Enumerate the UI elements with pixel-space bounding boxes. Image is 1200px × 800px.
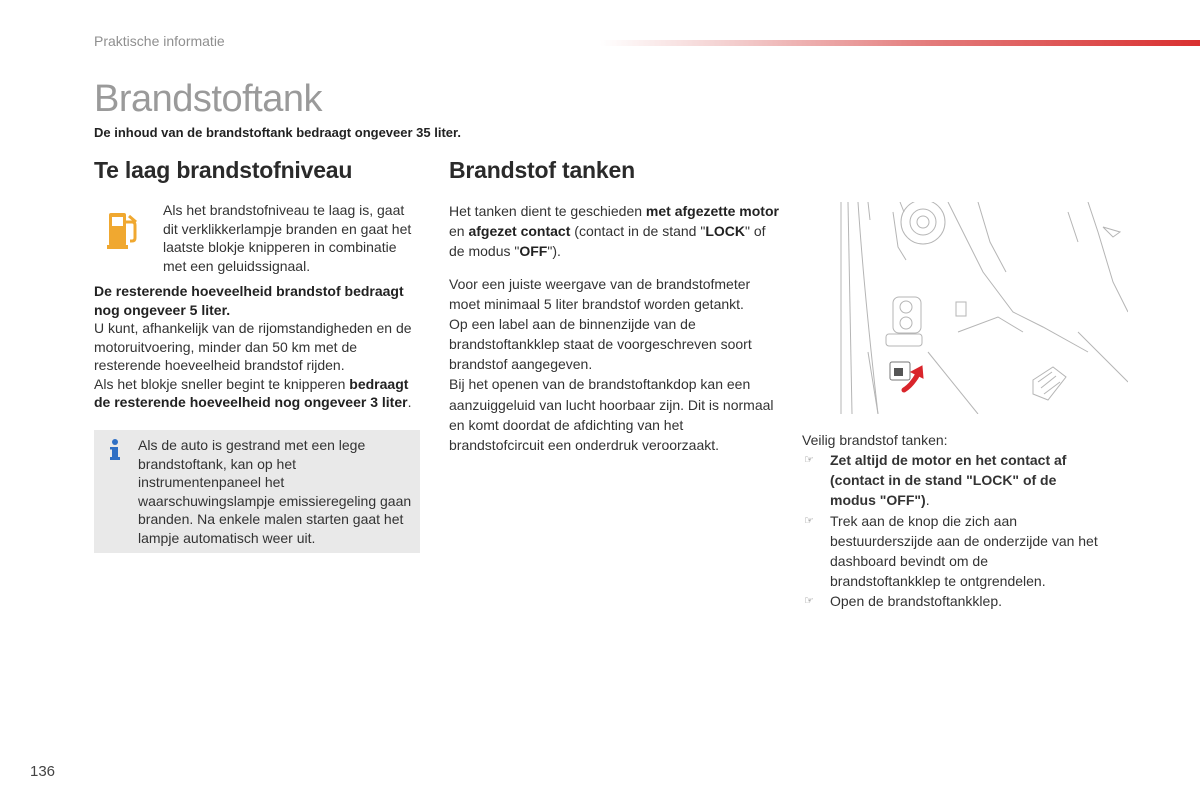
blink-faster-text: Als het blokje sneller begint te knipperen: [94, 375, 346, 392]
refuel-p1-b: met afgezette motor: [645, 203, 779, 219]
page-title: Brandstoftank: [94, 78, 322, 120]
refuel-p1-c: en: [449, 223, 469, 239]
pointing-hand-icon: ☞: [804, 454, 814, 466]
refuel-p1-i: ").: [547, 243, 561, 259]
heading-refuel: Brandstof tanken: [449, 157, 635, 183]
refuel-p1-d: afgezet contact: [468, 223, 571, 239]
safe-refuel-section: [802, 430, 1102, 612]
refuel-p1-e: (contact in de stand ": [570, 223, 706, 239]
list-item: [802, 591, 1102, 611]
pointing-hand-icon: ☞: [804, 595, 814, 608]
step-1-end: .: [925, 492, 930, 509]
refuel-paragraphs: [449, 274, 779, 455]
intro-text: De inhoud van de brandstoftank bedraagt ongeveer 35 liter.: [94, 125, 461, 140]
refuel-p1-f: LOCK: [705, 223, 745, 239]
step-3-text: Open de brandstoftankklep.: [830, 593, 1003, 610]
list-item: [802, 450, 1102, 511]
low-fuel-warning-text: Als het brandstofniveau te laag is, gaat dit verklikkerlampje branden en gaat het laatste blokje knipperen in combinatie met een geluidssignaal.: [163, 202, 412, 274]
info-text: Als de auto is gestrand met een lege brandstoftank, kan op het instrumentenpaneel het waarschuwingslampje emissieregeling gaan branden. Na enkele malen starten gaat het lampje automatisch weer uit.: [138, 437, 412, 546]
refuel-p1-a: Het tanken dient te geschieden: [449, 203, 646, 219]
fuel-pump-icon: [106, 210, 140, 250]
remaining-fuel-bold: De resterende hoeveelheid brandstof bedraagt nog ongeveer 5 liter.: [94, 283, 404, 318]
step-2-text: Trek aan de knop die zich aan bestuurderszijde aan de onderzijde van het dashboard bevindt om de brandstoftankklep te ontgrendelen.: [830, 512, 1098, 590]
blink-faster-bold: bedraagt de resterende hoeveelheid nog ongeveer 3 liter: [94, 375, 409, 410]
pointing-hand-icon: ☞: [804, 514, 814, 527]
blink-faster-end: .: [407, 394, 412, 410]
safe-refuel-intro: Veilig brandstof tanken:: [802, 432, 948, 448]
remaining-fuel-block: [94, 282, 414, 412]
page-number: 136: [30, 763, 56, 780]
remaining-fuel-text: U kunt, afhankelijk van de rijomstandigheden en de motoruitvoering, minder dan 50 km met de resterende hoeveelheid brandstof rijden.: [94, 320, 412, 373]
refuel-paragraph-2: Voor een juiste weergave van de brandstofmeter moet minimaal 5 liter brandstof worden getankt.: [449, 276, 751, 313]
step-1-bold: Zet altijd de motor en het contact af (contact in de stand "LOCK" of de modus "OFF"): [830, 452, 1067, 509]
refuel-paragraph-3: Op een label aan de binnenzijde van de brandstoftankklep staat de voorgeschreven soort brandstof aangegeven.: [449, 316, 752, 373]
fuel-flap-release-illustration: [838, 202, 1128, 414]
refuel-paragraph-4: Bij het openen van de brandstoftankdop kan een aanzuiggeluid van lucht hoorbaar zijn. Dit is normaal en komt doordat de afdichting van het brandstofcircuit een onderdruk veroorzaakt.: [449, 376, 774, 453]
refuel-paragraph-1: [449, 201, 779, 261]
refuel-p1-h: OFF: [519, 243, 548, 259]
safe-refuel-steps: [802, 450, 1102, 612]
list-item: [802, 511, 1102, 592]
info-icon: [108, 438, 122, 462]
heading-low-fuel: Te laag brandstofniveau: [94, 157, 353, 183]
refuel-p1-g: " of de modus ": [449, 223, 766, 259]
header-accent-bar: [600, 40, 1200, 46]
section-label: Praktische informatie: [94, 33, 225, 49]
info-box: [94, 430, 420, 553]
